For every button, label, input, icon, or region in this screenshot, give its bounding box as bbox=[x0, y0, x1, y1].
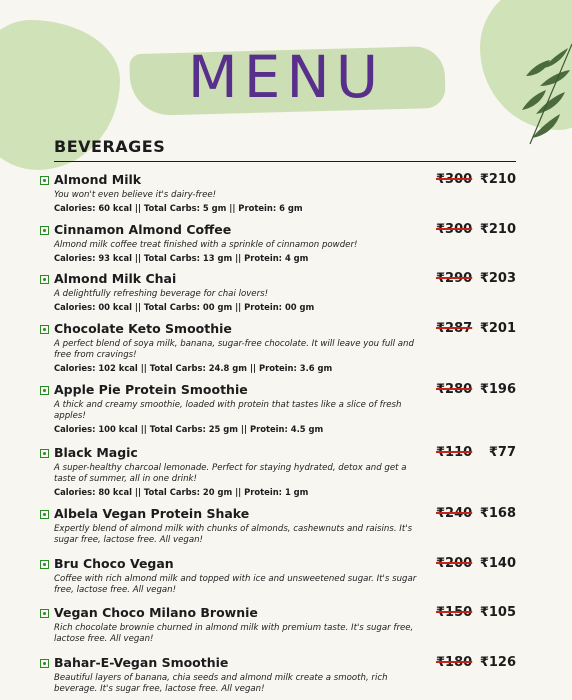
item-price: ₹210 bbox=[479, 172, 516, 187]
item-description: Almond milk coffee treat finished with a sprinkle of cinnamon powder! bbox=[54, 240, 358, 250]
item-nutrition: Calories: 102 kcal || Total Carbs: 24.8 gm || Protein: 3.6 gm bbox=[54, 363, 333, 373]
item-nutrition: Calories: 93 kcal || Total Carbs: 13 gm || Protein: 4 gm bbox=[54, 253, 309, 263]
item-price: ₹126 bbox=[479, 655, 516, 670]
item-name: Chocolate Keto Smoothie bbox=[54, 321, 232, 336]
item-description: A delightfully refreshing beverage for chai lovers! bbox=[54, 289, 269, 299]
item-old-price: ₹300 bbox=[436, 172, 473, 187]
item-old-price: ₹300 bbox=[436, 222, 473, 237]
item-price: ₹210 bbox=[479, 222, 516, 237]
item-nutrition: Calories: 80 kcal || Total Carbs: 20 gm || Protein: 1 gm bbox=[54, 487, 309, 497]
item-price: ₹196 bbox=[479, 382, 516, 397]
veg-icon bbox=[40, 325, 49, 334]
item-nutrition: Calories: 00 kcal || Total Carbs: 00 gm || Protein: 00 gm bbox=[54, 302, 315, 312]
veg-icon bbox=[40, 386, 49, 395]
item-nutrition: Calories: 60 kcal || Total Carbs: 5 gm || Protein: 6 gm bbox=[54, 203, 303, 213]
item-description: Coffee with rich almond milk and topped with ice and unsweetened sugar. It's sugar free, lactose free. All vegan! bbox=[54, 574, 417, 595]
item-price: ₹105 bbox=[479, 605, 516, 620]
item-description: Rich chocolate brownie churned in almond milk with premium taste. It's sugar free, lactose free. All vegan! bbox=[54, 623, 414, 644]
menu-title: MENU bbox=[187, 43, 385, 111]
item-description: A super-healthy charcoal lemonade. Perfect for staying hydrated, detox and get a taste of summer, all in one drink! bbox=[54, 463, 407, 484]
item-description: Beautiful layers of banana, chia seeds and almond milk create a smooth, rich beverage. It's sugar free, lactose free. All vegan! bbox=[54, 673, 388, 694]
item-price: ₹203 bbox=[479, 271, 516, 286]
item-price: ₹77 bbox=[488, 445, 516, 460]
veg-icon bbox=[40, 510, 49, 519]
item-nutrition: Calories: 100 kcal || Total Carbs: 25 gm || Protein: 4.5 gm bbox=[54, 424, 324, 434]
veg-icon bbox=[40, 275, 49, 284]
item-old-price: ₹240 bbox=[436, 506, 473, 521]
item-name: Albela Vegan Protein Shake bbox=[54, 506, 250, 521]
item-old-price: ₹280 bbox=[436, 382, 473, 397]
item-name: Bru Choco Vegan bbox=[54, 556, 174, 571]
item-price: ₹201 bbox=[479, 321, 516, 336]
item-price: ₹168 bbox=[479, 506, 516, 521]
veg-icon bbox=[40, 176, 49, 185]
section-heading: BEVERAGES bbox=[54, 137, 516, 162]
item-old-price: ₹110 bbox=[436, 445, 473, 460]
item-old-price: ₹200 bbox=[436, 556, 473, 571]
item-price: ₹140 bbox=[479, 556, 516, 571]
veg-icon bbox=[40, 659, 49, 668]
veg-icon bbox=[40, 560, 49, 569]
item-description: Expertly blend of almond milk with chunks of almonds, cashewnuts and raisins. It's sugar free, lactose free. All vegan! bbox=[54, 524, 413, 545]
item-description: A perfect blend of soya milk, banana, sugar-free chocolate. It will leave you full and free from cravings! bbox=[54, 339, 414, 360]
item-description: You won't even believe it's dairy-free! bbox=[54, 190, 217, 200]
item-name: Almond Milk bbox=[54, 172, 142, 187]
item-old-price: ₹150 bbox=[436, 605, 473, 620]
veg-icon bbox=[40, 609, 49, 618]
item-old-price: ₹287 bbox=[436, 321, 473, 336]
item-old-price: ₹180 bbox=[436, 655, 473, 670]
veg-icon bbox=[40, 226, 49, 235]
veg-icon bbox=[40, 449, 49, 458]
item-description: A thick and creamy smoothie, loaded with protein that tastes like a slice of fresh apples! bbox=[54, 400, 402, 421]
item-name: Cinnamon Almond Coffee bbox=[54, 222, 232, 237]
item-old-price: ₹290 bbox=[436, 271, 473, 286]
item-name: Apple Pie Protein Smoothie bbox=[54, 382, 248, 397]
item-name: Almond Milk Chai bbox=[54, 271, 177, 286]
item-name: Black Magic bbox=[54, 445, 138, 460]
item-name: Vegan Choco Milano Brownie bbox=[54, 605, 258, 620]
item-name: Bahar-E-Vegan Smoothie bbox=[54, 655, 229, 670]
